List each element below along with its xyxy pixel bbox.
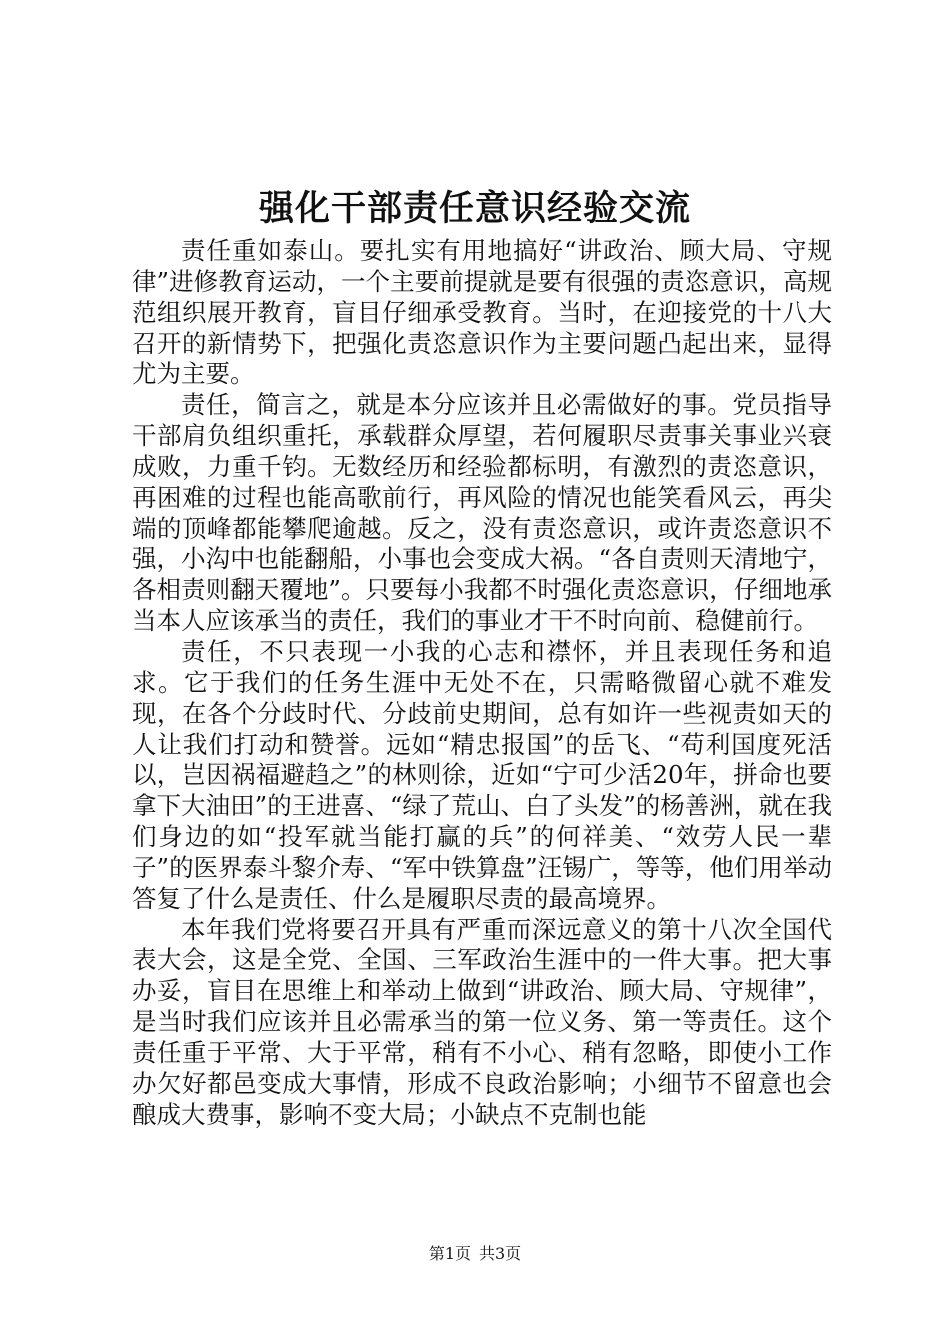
page-footer	[0, 1244, 950, 1264]
paragraph: 责任，简言之，就是本分应该并且必需做好的事。党员指导干部肩负组织重托，承载群众厚望，若何履职尽责事关事业兴衰成败，力重千钧。无数经历和经验都标明，有激烈的责恣意识，再困难的过程也能高歌前行，再风险的情况也能笑看风云，再尖端的顶峰都能攀爬逾越。反之，没有责恣意识，或许责恣意识不强，小沟中也能翻船，小事也会变成大祸。“各自责则天清地宁，各相责则翻天覆地”。只要每小我都不时强化责恣意识，仔细地承当本人应该承当的责任，我们的事业才干不时向前、稳健前行。	[132, 390, 832, 636]
page-number: 第1页	[428, 1244, 471, 1263]
paragraph: 责任重如泰山。要扎实有用地搞好“讲政治、顾大局、守规律”进修教育运动，一个主要前提就是要有很强的责恣意识，高规范组织展开教育，盲目仔细承受教育。当时，在迎接党的十八大召开的新情势下，把强化责恣意识作为主要问题凸起出来，显得尤为主要。	[132, 236, 832, 389]
paragraph: 本年我们党将要召开具有严重而深远意义的第十八次全国代表大会，这是全党、全国、三军政治生涯中的一件大事。把大事办妥，盲目在思维上和举动上做到“讲政治、顾大局、守规律”，是当时我们应该并且必需承当的第一位义务、第一等责任。这个责任重于平常、大于平常，稍有不小心、稍有忽略，即使小工作办欠好都邑变成大事情，形成不良政治影响；小细节不留意也会酿成大费事，影响不变大局；小缺点不克制也能	[132, 914, 832, 1129]
document-body	[132, 236, 832, 1130]
total-pages: 共3页	[479, 1244, 522, 1263]
document-title: 强化干部责任意识经验交流	[258, 188, 691, 229]
paragraph: 责任，不只表现一小我的心志和襟怀，并且表现任务和追求。它于我们的任务生涯中无处不在，只需略微留心就不难发现，在各个分歧时代、分歧前史期间，总有如许一些视责如天的人让我们打动和赞誉。远如“精忠报国”的岳飞、“苟利国度死活以，岂因祸福避趋之”的林则徐，近如“宁可少活20年，拼命也要拿下大油田”的王进喜、“绿了荒山、白了头发”的杨善洲，就在我们身边的如“投军就当能打赢的兵”的何祥美、“效劳人民一辈子”的医界泰斗黎介寿、“军中铁算盘”汪锡广，等等，他们用举动答复了什么是责任、什么是履职尽责的最高境界。	[132, 636, 832, 913]
